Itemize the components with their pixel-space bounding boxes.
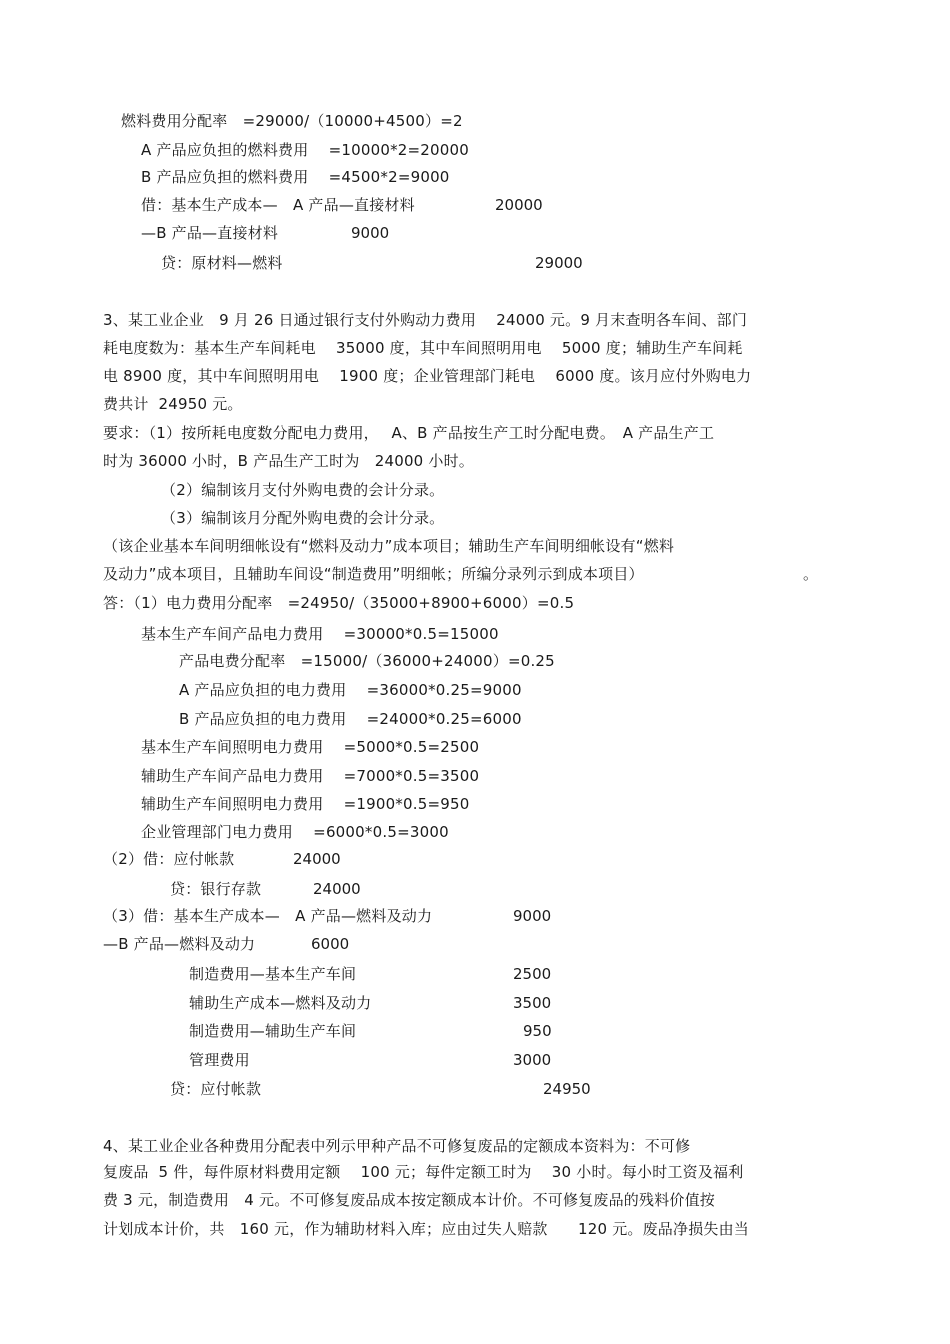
- entry3-line-6-amount: 3000: [513, 1051, 552, 1069]
- entry2-credit-line: 贷：银行存款: [170, 880, 262, 898]
- fuel-credit-line: 贷：原材料—燃料: [161, 254, 283, 272]
- q4-text-line-1: 4、某工业企业各种费用分配表中列示甲种产品不可修复废品的定额成本资料为：不可修: [103, 1137, 691, 1155]
- entry2-debit-amount: 24000: [293, 850, 341, 868]
- fuel-debit-b-line: —B 产品—直接材料: [141, 224, 279, 242]
- entry3-line-4: 辅助生产成本—燃料及动力: [189, 994, 372, 1012]
- answer-line-8: 辅助生产车间照明电力费用 =1900*0.5=950: [141, 795, 470, 813]
- answer-line-1: 答：（1）电力费用分配率 =24950/（35000+8900+6000）=0.5: [103, 594, 575, 612]
- entry3-debit-b-amount: 6000: [311, 935, 350, 953]
- answer-line-7: 辅助生产车间产品电力费用 =7000*0.5=3500: [141, 767, 480, 785]
- entry3-debit-a-amount: 9000: [513, 907, 552, 925]
- fuel-debit-a-line: 借：基本生产成本— A 产品—直接材料: [141, 196, 415, 214]
- q3-note-line-2: 及动力”成本项目，且辅助车间设“制造费用”明细帐；所编分录列示到成本项目）: [103, 565, 644, 583]
- q3-text-line-3: 电 8900 度，其中车间照明用电 1900 度；企业管理部门耗电 6000 度。该月应付外购电力: [103, 367, 752, 385]
- q3-requirement-4: （3）编制该月分配外购电费的会计分录。: [161, 509, 445, 527]
- fuel-rate-line: 燃料费用分配率 =29000/（10000+4500）=2: [121, 112, 463, 130]
- entry3-line-3-amount: 2500: [513, 965, 552, 983]
- q4-text-line-2: 复废品 5 件，每件原材料费用定额 100 元；每件定额工时为 30 小时。每小时工资及福利: [103, 1163, 744, 1181]
- q3-note-line-1: （该企业基本车间明细帐设有“燃料及动力”成本项目；辅助生产车间明细帐设有“燃料: [103, 537, 675, 555]
- answer-line-5: B 产品应负担的电力费用 =24000*0.25=6000: [179, 710, 522, 728]
- q4-text-line-3: 费 3 元，制造费用 4 元。不可修复废品成本按定额成本计价。不可修复废品的残料价值按: [103, 1191, 715, 1209]
- entry3-line-3: 制造费用—基本生产车间: [189, 965, 357, 983]
- q4-text-line-4: 计划成本计价，共 160 元，作为辅助材料入库；应由过失人赔款 120 元。废品净损失由当: [103, 1220, 750, 1238]
- fuel-debit-a-amount: 20000: [495, 196, 543, 214]
- q3-text-line-2: 耗电度数为：基本生产车间耗电 35000 度，其中车间照明用电 5000 度；辅助生产车间耗: [103, 339, 743, 357]
- answer-line-4: A 产品应负担的电力费用 =36000*0.25=9000: [179, 681, 522, 699]
- entry2-credit-amount: 24000: [313, 880, 361, 898]
- entry3-line-4-amount: 3500: [513, 994, 552, 1012]
- q3-requirement-2: 时为 36000 小时，B 产品生产工时为 24000 小时。: [103, 452, 474, 470]
- fuel-credit-amount: 29000: [535, 254, 583, 272]
- entry2-debit-line: （2）借：应付帐款: [103, 850, 235, 868]
- answer-line-6: 基本生产车间照明电力费用 =5000*0.5=2500: [141, 738, 480, 756]
- fuel-b-fee-line: B 产品应负担的燃料费用 =4500*2=9000: [141, 168, 450, 186]
- fuel-debit-b-amount: 9000: [351, 224, 390, 242]
- q3-note-period: 。: [803, 565, 819, 583]
- answer-line-3: 产品电费分配率 =15000/（36000+24000）=0.25: [179, 652, 555, 670]
- entry3-line-6: 管理费用: [189, 1051, 250, 1069]
- entry3-debit-b-line: —B 产品—燃料及动力: [103, 935, 256, 953]
- q3-text-line-1: 3、某工业企业 9 月 26 日通过银行支付外购动力费用 24000 元。9 月末查明各车间、部门: [103, 311, 748, 329]
- fuel-a-fee-line: A 产品应负担的燃料费用 =10000*2=20000: [141, 141, 470, 159]
- answer-line-9: 企业管理部门电力费用 =6000*0.5=3000: [141, 823, 449, 841]
- q3-requirement-1: 要求：（1）按所耗电度数分配电力费用， A、B 产品按生产工时分配电费。 A 产品生产工: [103, 424, 715, 442]
- q3-text-line-4: 费共计 24950 元。: [103, 395, 243, 413]
- entry3-line-5: 制造费用—辅助生产车间: [189, 1022, 357, 1040]
- entry3-credit-line: 贷：应付帐款: [170, 1080, 262, 1098]
- answer-line-2: 基本生产车间产品电力费用 =30000*0.5=15000: [141, 625, 499, 643]
- q3-requirement-3: （2）编制该月支付外购电费的会计分录。: [161, 481, 445, 499]
- entry3-credit-amount: 24950: [543, 1080, 591, 1098]
- entry3-debit-a-line: （3）借：基本生产成本— A 产品—燃料及动力: [103, 907, 433, 925]
- entry3-line-5-amount: 950: [523, 1022, 552, 1040]
